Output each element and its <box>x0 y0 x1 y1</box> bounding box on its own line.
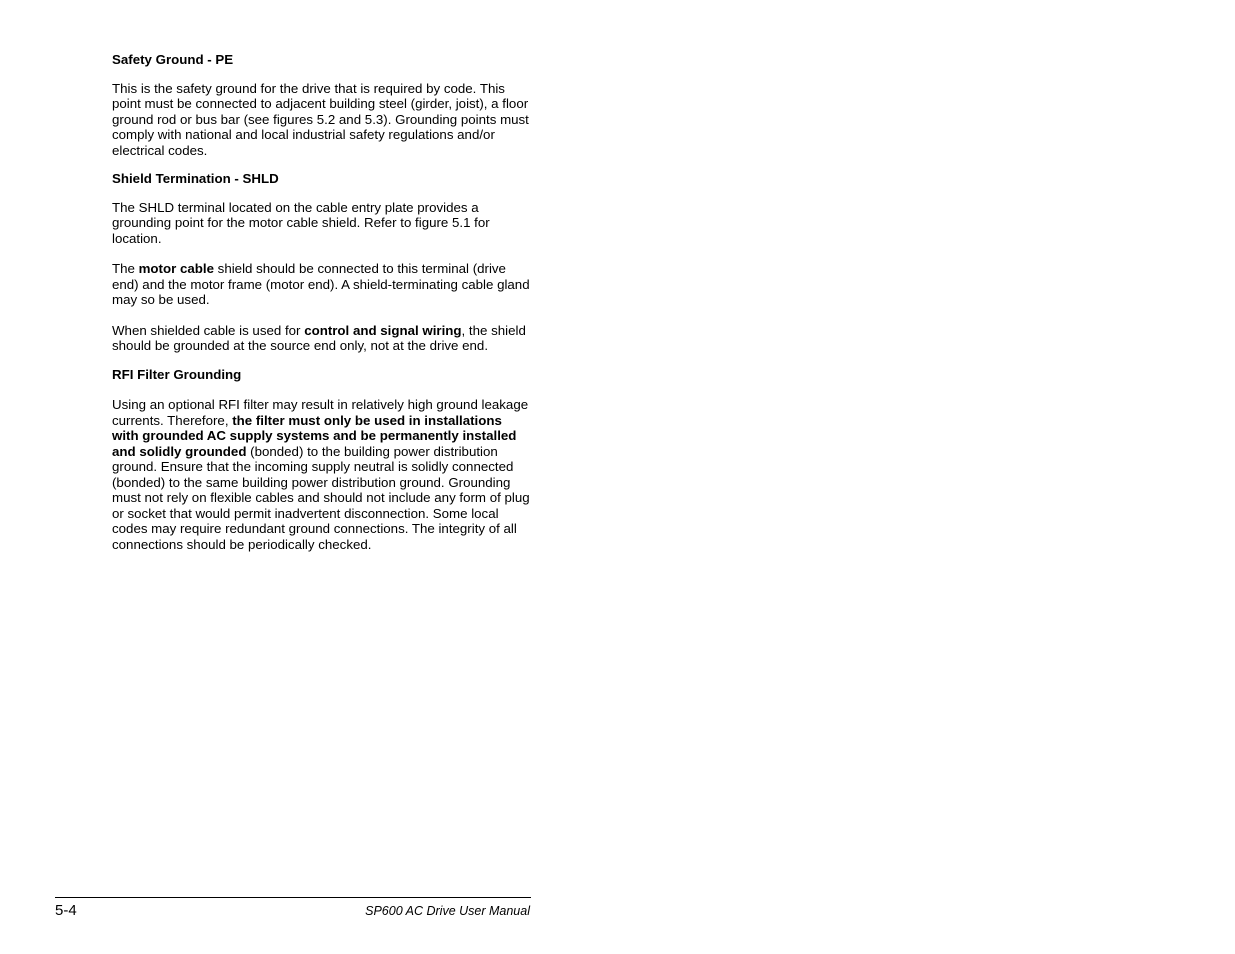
paragraph-shld-terminal: The SHLD terminal located on the cable entry plate provides a grounding point for the motor cable shield. Refer to figure 5.1 for location. <box>112 199 490 246</box>
footer-rule <box>55 897 531 898</box>
heading-rfi-filter-grounding: RFI Filter Grounding <box>112 366 242 382</box>
paragraph-control-wiring <box>112 323 532 354</box>
bold-text-control-signal-wiring: control and signal wiring <box>304 322 462 338</box>
text-run: , the shield should be grounded at the source end only, not at the drive end. <box>112 322 526 353</box>
text-run: (bonded) to the building power distribution ground. Ensure that the incoming supply neutral is solidly connected (bonded) to the same building power distribution ground. Grounding must not rely on flexible cables and should not include any form of plug or socket that would permit inadvertent disconnection. Some local codes may require redundant ground connections. The integrity of all connections should be periodically checked. <box>112 443 530 552</box>
text-run: Using an optional RFI filter may result in relatively high ground leakage currents. Therefore, <box>112 397 529 428</box>
paragraph-rfi-filter <box>112 397 532 552</box>
paragraph-motor-cable <box>112 261 532 308</box>
heading-shield-termination: Shield Termination - SHLD <box>112 171 279 186</box>
bold-text-motor-cable: motor cable <box>138 261 214 276</box>
heading-safety-ground: Safety Ground - PE <box>112 52 234 67</box>
page-number: 5-4 <box>55 902 77 919</box>
text-run: shield should be connected to this terminal (drive end) and the motor frame (motor end). A shield-terminating cable gland may so be used. <box>112 261 530 307</box>
manual-title: SP600 AC Drive User Manual <box>365 904 530 918</box>
text-run: When shielded cable is used for <box>112 322 305 338</box>
text-run: The <box>112 261 139 276</box>
paragraph-safety-ground: This is the safety ground for the drive that is required by code. This point must be connected to adjacent building steel (girder, joist), a floor ground rod or bus bar (see figures 5.2 and 5.3). Grounding points must comply with national and local industrial safety regulations and/or electrical codes. <box>112 80 529 158</box>
bold-text-filter-warning: the filter must only be used in installations with grounded AC supply systems and be permanently installed and solidly grounded <box>112 412 517 459</box>
page-content <box>112 52 532 552</box>
